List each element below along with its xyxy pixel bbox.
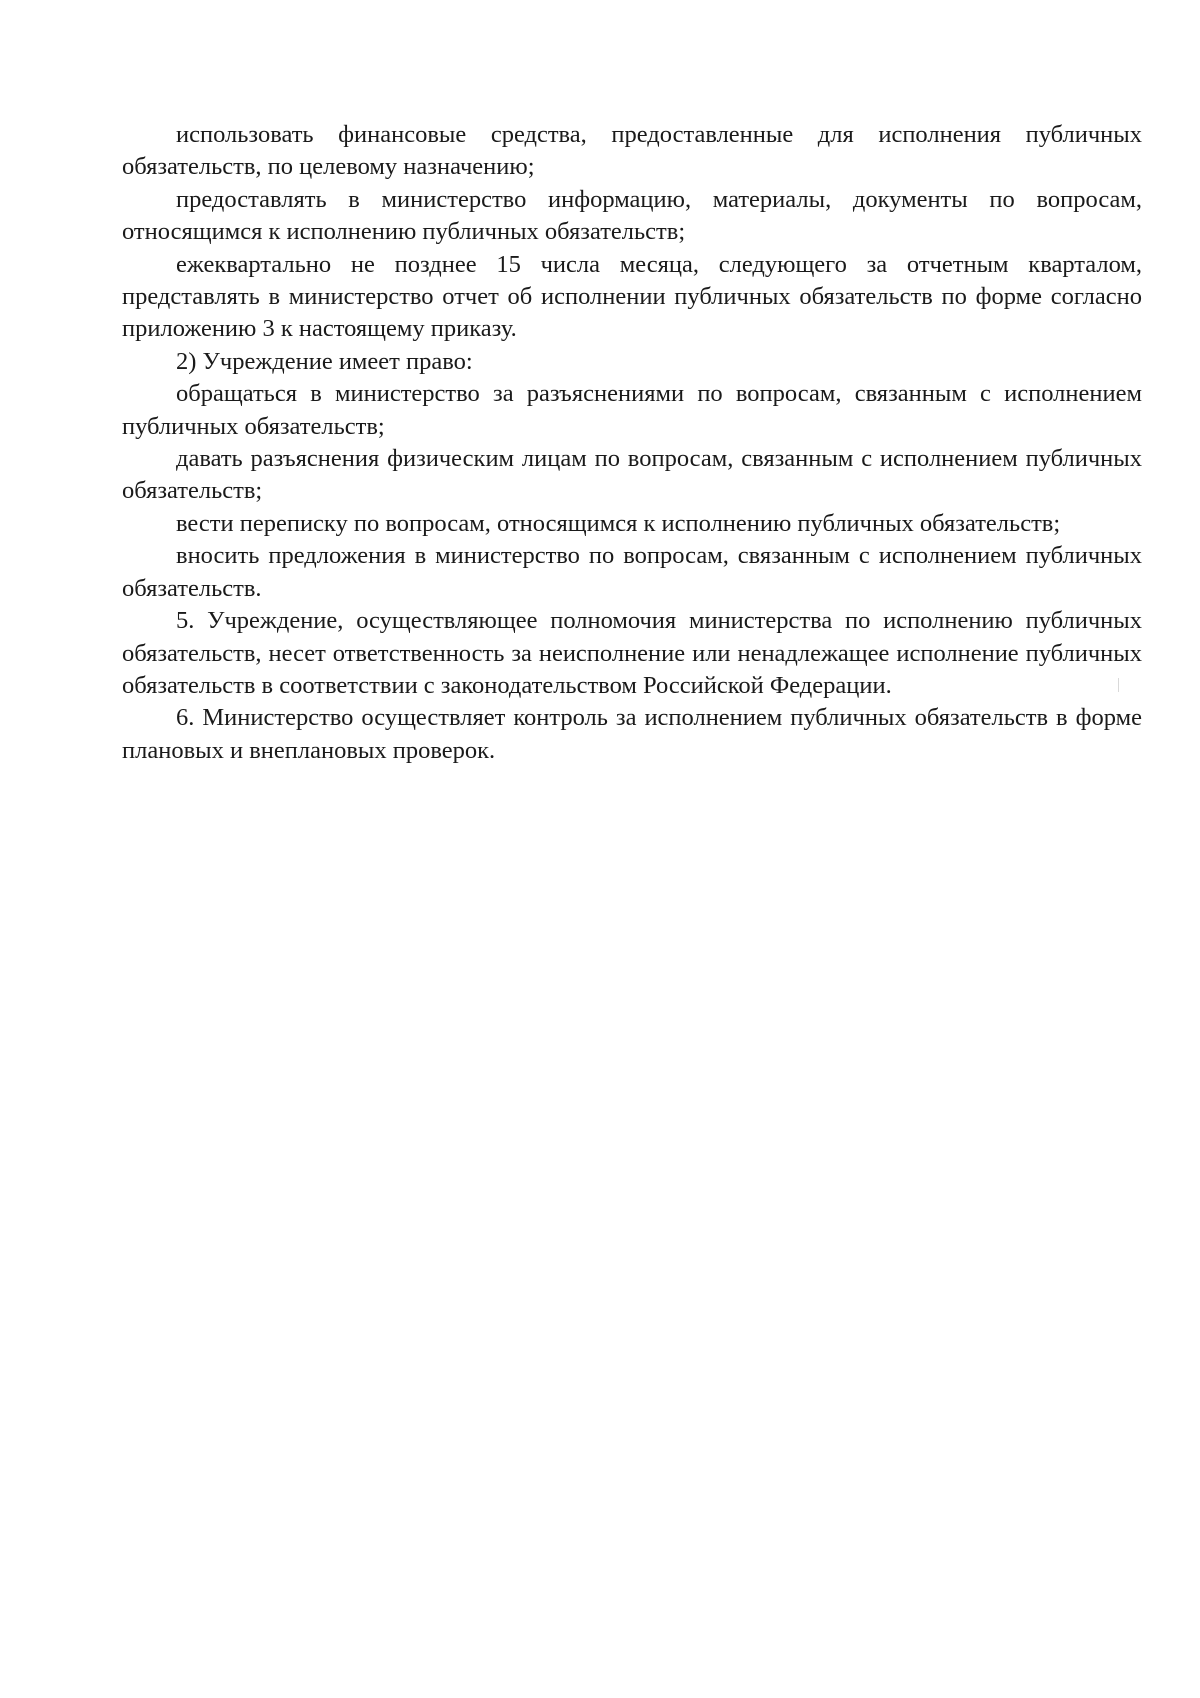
paragraph-control: 6. Министерство осуществляет контроль за исполнением публичных обязательств в форме плановых и внеплановых проверок. bbox=[122, 704, 1142, 764]
document-body bbox=[122, 119, 1142, 767]
paragraph-provide-information: предоставлять в министерство информацию, материалы, документы по вопросам, относящимся к исполнению публичных обязательств; bbox=[122, 185, 1142, 246]
paragraph-responsibility: 5. Учреждение, осуществляющее полномочия министерства по исполнению публичных обязательств, несет ответственность за неисполнение или ненадлежащее исполнение публичных обязательств в соответствии с законодательством Российской Федерации. bbox=[122, 607, 1142, 699]
paragraph-give-clarifications: давать разъяснения физическим лицам по вопросам, связанным с исполнением публичных обязательств; bbox=[122, 445, 1142, 505]
paragraph-rights-heading: 2) Учреждение имеет право: bbox=[176, 347, 473, 375]
paragraph-correspondence: вести переписку по вопросам, относящимся к исполнению публичных обязательств; bbox=[176, 509, 1061, 537]
paragraph-quarterly-report: ежеквартально не позднее 15 числа месяца, следующего за отчетным кварталом, представлять в министерство отчет об исполнении публичных обязательств по форме согласно приложению 3 к настоящему приказу. bbox=[122, 250, 1142, 343]
paragraph-use-funds: использовать финансовые средства, предоставленные для исполнения публичных обязательств, по целевому назначению; bbox=[122, 121, 1142, 181]
paragraph-request-clarifications: обращаться в министерство за разъяснениями по вопросам, связанным с исполнением публичных обязательств; bbox=[122, 380, 1142, 440]
paragraph-submit-proposals: вносить предложения в министерство по вопросам, связанным с исполнением публичных обязательств. bbox=[122, 542, 1142, 602]
scan-artifact bbox=[1118, 678, 1119, 692]
